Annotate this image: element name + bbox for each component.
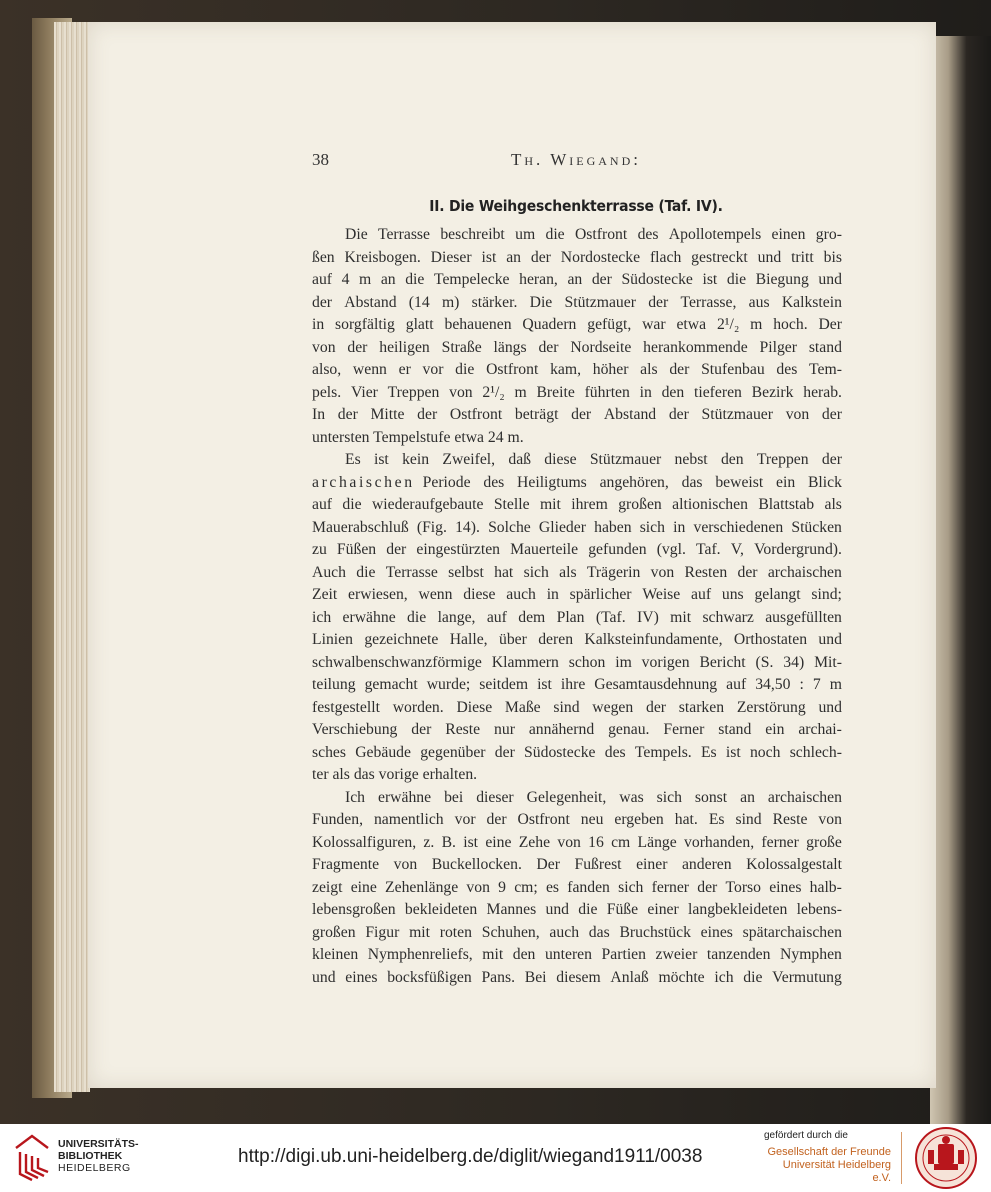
text-line: Mauerabschluß (Fig. 14). Solche Glieder haben sich in verschiedenen Stücken: [312, 518, 842, 536]
sponsor-name-line1: Gesellschaft der Freunde: [767, 1146, 891, 1158]
text-line: schwalbenschwanzförmige Klammern schon im vorigen Bericht (S. 34) Mit-: [312, 653, 842, 671]
text-line: ich erwähne die lange, auf dem Plan (Taf. IV) mit schwarz ausgefüllten: [312, 608, 842, 626]
text-line: zeigt eine Zehenlänge von 9 cm; es fanden sich ferner der Torso eines halb-: [312, 878, 842, 896]
running-title: Th. Wiegand:: [510, 150, 641, 169]
text-line: kleinen Nymphenreliefs, mit den unteren Partien zweier tanzenden Nymphen: [312, 946, 842, 963]
section-heading: II. Die Weihgeschenkterrasse (Taf. IV).: [429, 197, 723, 215]
text-line: der Abstand (14 m) stärker. Die Stützmauer der Terrasse, aus Kalkstein: [312, 293, 842, 311]
library-name: [58, 1138, 139, 1174]
text-line: großen Figur mit roten Schuhen, auch das Bruchstück eines spätarchaischen: [312, 923, 842, 941]
sponsor-name: [767, 1146, 891, 1185]
page-number: 38: [312, 150, 329, 169]
text-line: auf die wiederaufgebaute Stelle mit ihrem großen altionischen Blattstab als: [312, 496, 842, 513]
university-seal-icon: [914, 1126, 978, 1190]
text-line-spaced: [312, 472, 842, 495]
text-line: in sorgfältig glatt behauenen Quadern gefügt, war etwa 2¹/₂ m hoch. Der: [312, 316, 842, 333]
permalink-url[interactable]: http://digi.ub.uni-heidelberg.de/diglit/wiegand1911/0038: [238, 1146, 703, 1167]
text-line: Linien gezeichnete Halle, über deren Kalksteinfundamente, Orthostaten und: [312, 631, 842, 648]
text-line: also, wenn er vor die Ostfront kam, höher als der Stufenbau des Tem-: [312, 361, 842, 378]
sponsor-divider: [901, 1132, 902, 1184]
library-name-line3: HEIDELBERG: [58, 1162, 131, 1174]
text-line: Es ist kein Zweifel, daß diese Stützmauer nebst den Treppen der: [345, 451, 842, 468]
text-line: auf 4 m an die Tempelecke heran, an der Südostecke ist die Biegung und: [312, 271, 842, 288]
text-line: teilung gemacht wurde; seitdem ist ihre Gesamtausdehnung auf 34,50 : 7 m: [312, 676, 842, 693]
text-line: Kolossalfiguren, z. B. ist eine Zehe von 16 cm Länge vorhanden, ferner große: [312, 833, 842, 851]
library-name-line2: BIBLIOTHEK: [58, 1150, 123, 1162]
text-line: Auch die Terrasse selbst hat sich als Trägerin von Resten der archaischen: [312, 563, 842, 581]
text-line: sches Gebäude gegenüber der Südostecke des Tempels. Es ist noch schlech-: [312, 743, 842, 761]
body-text: [312, 224, 842, 989]
text-line: und eines bocksfüßigen Pans. Bei diesem Anlaß möchte ich die Vermutung: [312, 968, 842, 986]
text-line: Ich erwähne bei dieser Gelegenheit, was sich sonst an archaischen: [345, 788, 842, 806]
text-line: festgestellt worden. Diese Maße sind wegen der starken Zerstörung und: [312, 698, 842, 716]
line-rest: Periode des Heiligtums angehören, das beweist ein Blick: [422, 473, 842, 491]
text-line: von der heiligen Straße längs der Nordseite herankommende Pilger stand: [312, 338, 842, 356]
text-line: Verschiebung der Reste nur annähernd genau. Ferner stand ein archai-: [312, 721, 842, 738]
text-line: ßen Kreisbogen. Dieser ist an der Nordostecke flach gestreckt und tritt bis: [312, 248, 842, 266]
text-line: In der Mitte der Ostfront beträgt der Abstand der Stützmauer von der: [312, 406, 842, 423]
book-board-right: [930, 36, 991, 1128]
library-name-line1: UNIVERSITÄTS-: [58, 1138, 139, 1150]
text-line: untersten Tempelstufe etwa 24 m.: [312, 428, 524, 446]
text-line: Funden, namentlich vor der Ostfront neu ergeben hat. Es sind Reste von: [312, 811, 842, 828]
text-line: Zeit erwiesen, wenn diese auch in spärlicher Weise auf uns gelangt sind;: [312, 586, 842, 603]
page-edge-stack: [54, 22, 90, 1092]
spaced-emphasis: archaischen: [312, 473, 415, 491]
footer-bar: [0, 1124, 991, 1192]
running-head: [312, 150, 840, 174]
text-line: ter als das vorige erhalten.: [312, 766, 478, 783]
text-line: Die Terrasse beschreibt um die Ostfront des Apollotempels einen gro-: [345, 226, 842, 243]
text-line: lebensgroßen bekleideten Mannes und die Füße einer langbekleideten lebens-: [312, 901, 842, 918]
sponsor-name-line2: Universität Heidelberg e.V.: [782, 1159, 891, 1184]
library-logo-icon: [12, 1132, 52, 1182]
text-line: Fragmente von Buckellocken. Der Fußrest einer anderen Kolossalgestalt: [312, 856, 842, 873]
text-line: pels. Vier Treppen von 2¹/₂ m Breite führten in den tieferen Bezirk herab.: [312, 383, 842, 401]
sponsor-note: gefördert durch die: [764, 1130, 848, 1141]
text-line: zu Füßen der eingestürzten Mauerteile gefunden (vgl. Taf. V, Vordergrund).: [312, 541, 842, 558]
